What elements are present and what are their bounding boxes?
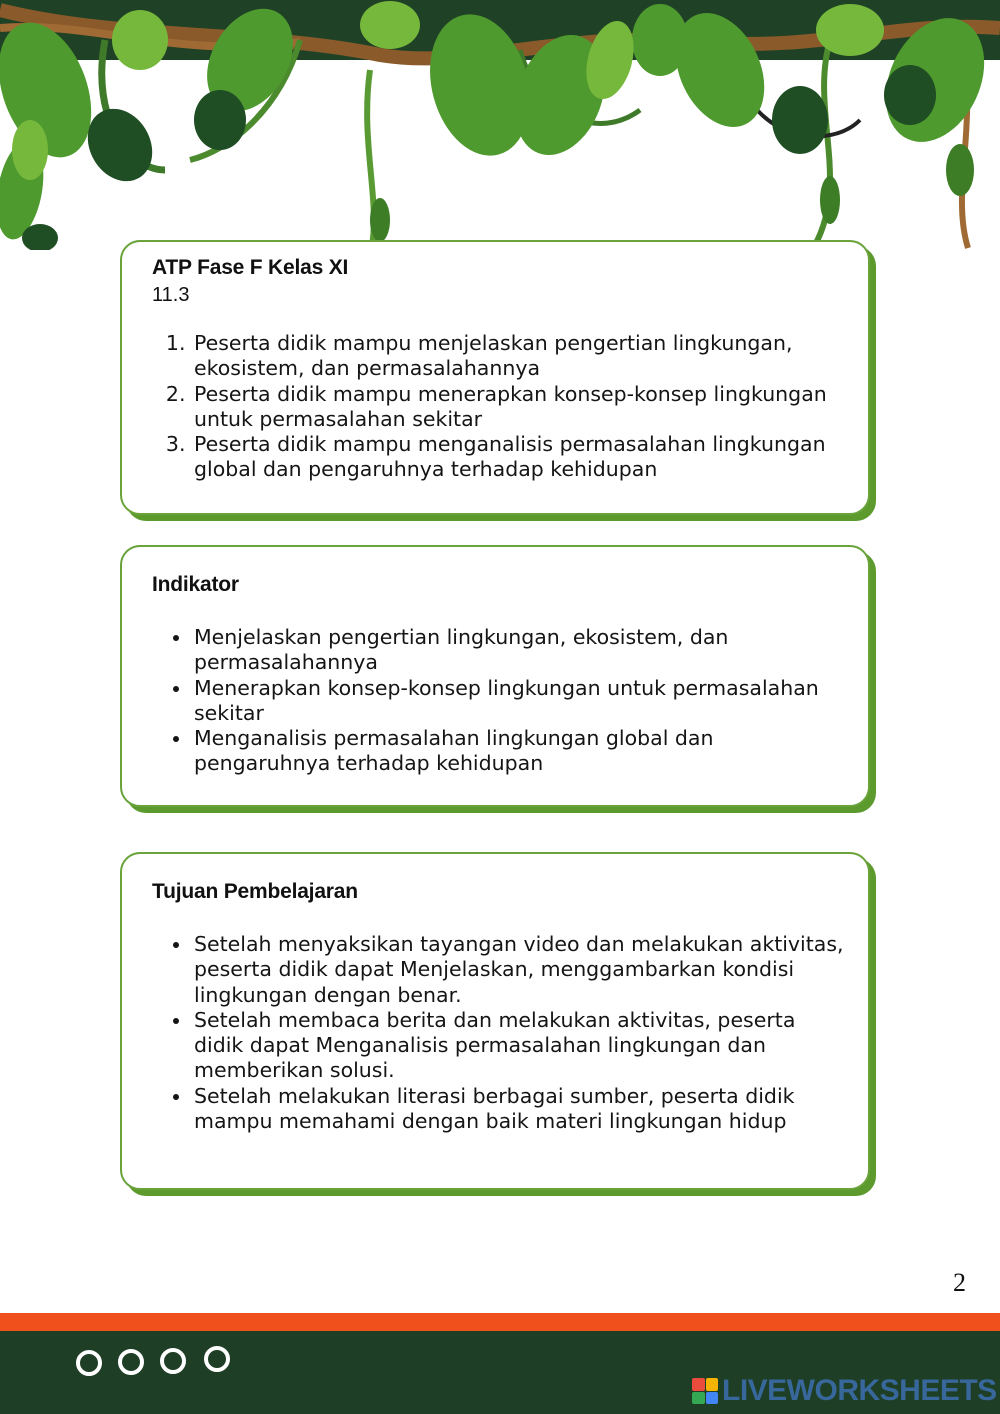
footer-circle-icon xyxy=(118,1349,144,1375)
indikator-title: Indikator xyxy=(152,573,239,596)
page-number: 2 xyxy=(953,1268,966,1297)
liveworksheets-logo-icon xyxy=(692,1378,718,1404)
atp-item: 3. Peserta didik mampu menganalisis permasalahan lingkungan global dan pengaruhnya terhadap kehidupan xyxy=(192,432,850,483)
atp-list xyxy=(152,331,850,483)
watermark-text: LIVEWORKSHEETS xyxy=(722,1374,997,1407)
tujuan-list xyxy=(152,932,850,1134)
indikator-item: • Menerapkan konsep-konsep lingkungan untuk permasalahan sekitar xyxy=(192,676,850,727)
indikator-item: • Menganalisis permasalahan lingkungan global dan pengaruhnya terhadap kehidupan xyxy=(192,726,850,777)
footer-circle-icon xyxy=(76,1350,102,1376)
tujuan-title: Tujuan Pembelajaran xyxy=(152,880,358,903)
atp-subtitle: 11.3 xyxy=(152,284,190,306)
indikator-list xyxy=(152,625,850,777)
footer-circle-icon xyxy=(204,1346,230,1372)
atp-card xyxy=(120,240,870,515)
tujuan-item: • Setelah melakukan literasi berbagai sumber, peserta didik mampu memahami dengan baik materi lingkungan hidup xyxy=(192,1084,850,1135)
footer-orange-stripe xyxy=(0,1313,1000,1331)
atp-item: 1. Peserta didik mampu menjelaskan pengertian lingkungan, ekosistem, dan permasalahannya xyxy=(192,331,850,382)
tujuan-card xyxy=(120,852,870,1190)
footer-circle-icon xyxy=(160,1348,186,1374)
indikator-item: • Menjelaskan pengertian lingkungan, ekosistem, dan permasalahannya xyxy=(192,625,850,676)
tujuan-item: • Setelah membaca berita dan melakukan aktivitas, peserta didik dapat Menganalisis permasalahan lingkungan dan memberikan solusi. xyxy=(192,1008,850,1084)
liveworksheets-watermark xyxy=(692,1374,997,1408)
tujuan-item: • Setelah menyaksikan tayangan video dan melakukan aktivitas, peserta didik dapat Menjelaskan, menggambarkan kondisi lingkungan dengan benar. xyxy=(192,932,850,1008)
indikator-card xyxy=(120,545,870,807)
jungle-leaves-illustration xyxy=(0,0,1000,250)
atp-title: ATP Fase F Kelas XI xyxy=(152,256,349,279)
atp-item: 2. Peserta didik mampu menerapkan konsep-konsep lingkungan untuk permasalahan sekitar xyxy=(192,382,850,433)
